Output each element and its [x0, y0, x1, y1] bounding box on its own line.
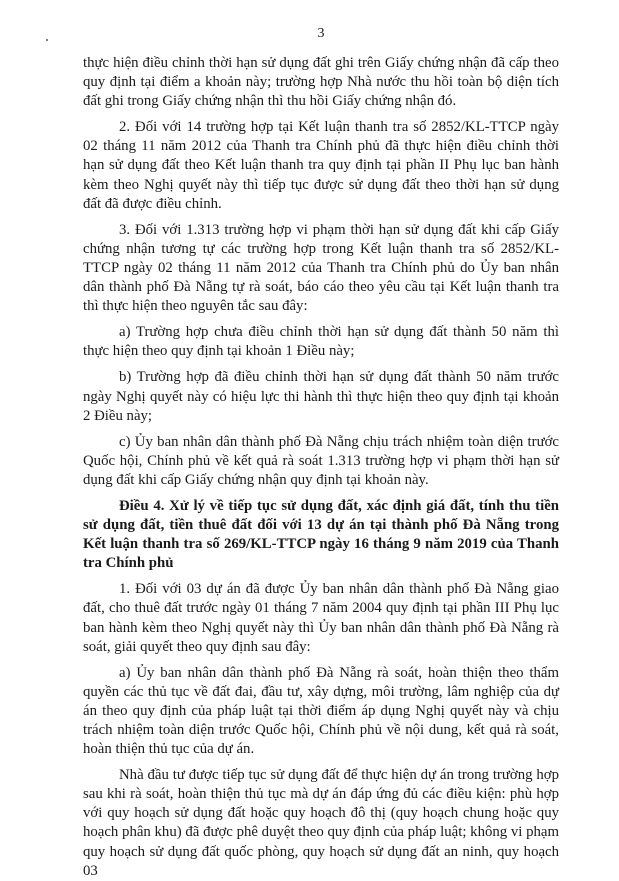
page-number: 3 — [317, 26, 325, 41]
paragraph: c) Ủy ban nhân dân thành phố Đà Nẵng chịu trách nhiệm toàn diện trước Quốc hội, Chính phủ về kết quả rà soát 1.313 trường hợp vi phạm thời hạn sử dụng đất khi cấp Giấy chứng nhận quy định tại khoản này. — [83, 433, 559, 488]
paragraph: thực hiện điều chỉnh thời hạn sử dụng đất ghi trên Giấy chứng nhận đã cấp theo quy định tại điểm a khoản này; trường hợp Nhà nước thu hồi toàn bộ diện tích đất ghi trong Giấy chứng nhận thì thu hồi Giấy chứng nhận đó. — [83, 55, 559, 110]
paragraph: a) Ủy ban nhân dân thành phố Đà Nẵng rà soát, hoàn thiện theo thẩm quyền các thủ tục về đất đai, đầu tư, xây dựng, môi trường, lâm nghiệp của dự án theo quy định của pháp luật tại thời điểm áp dụng Nghị quyết này và chịu trách nhiệm toàn diện trước Quốc hội, Chính phủ về nội dung, kết quả rà soát, hoàn thiện thủ tục của dự án. — [83, 664, 559, 758]
paragraph: 1. Đối với 03 dự án đã được Ủy ban nhân dân thành phố Đà Nẵng giao đất, cho thuê đất trước ngày 01 tháng 7 năm 2004 quy định tại phần III Phụ lục ban hành kèm theo Nghị quyết này thì Ủy ban nhân dân thành phố Đà Nẵng rà soát, giải quyết theo quy định sau đây: — [83, 581, 559, 655]
scan-dot — [46, 39, 48, 41]
article-heading: Điều 4. Xử lý về tiếp tục sử dụng đất, xác định giá đất, tính thu tiền sử dụng đất, tiền thuê đất đối với 13 dự án tại thành phố Đà Nẵng trong Kết luận thanh tra số 269/KL-TTCP ngày 16 tháng 9 năm 2019 của Thanh tra Chính phủ — [83, 497, 559, 572]
paragraph: 2. Đối với 14 trường hợp tại Kết luận thanh tra số 2852/KL-TTCP ngày 02 tháng 11 năm 2012 của Thanh tra Chính phủ đã thực hiện điều chỉnh thời hạn sử dụng đất theo Kết luận thanh tra quy định tại phần II Phụ lục ban hành kèm theo Nghị quyết này thì tiếp tục được sử dụng đất theo thời hạn sử dụng đất đã được điều chỉnh. — [83, 119, 559, 212]
paragraph: a) Trường hợp chưa điều chỉnh thời hạn sử dụng đất thành 50 năm thì thực hiện theo quy định tại khoản 1 Điều này; — [83, 324, 559, 360]
paragraph: 3. Đối với 1.313 trường hợp vi phạm thời hạn sử dụng đất khi cấp Giấy chứng nhận tương tự các trường hợp trong Kết luận thanh tra số 2852/KL-TTCP ngày 02 tháng 11 năm 2012 của Thanh tra Chính phủ do Ủy ban nhân dân thành phố Đà Nẵng tự rà soát, báo cáo theo yêu cầu tại Kết luận thanh tra thì thực hiện theo nguyên tắc sau đây: — [83, 221, 559, 315]
paragraph: Nhà đầu tư được tiếp tục sử dụng đất để thực hiện dự án trong trường hợp sau khi rà soát, hoàn thiện thủ tục mà dự án đáp ứng đủ các điều kiện: phù hợp với quy hoạch sử dụng đất hoặc quy hoạch đô thị (quy hoạch chung hoặc quy hoạch phân khu) đã được phê duyệt theo quy định của pháp luật; không vi phạm quy hoạch sử dụng đất quốc phòng, quy hoạch sử dụng đất an ninh, quy hoạch 03 — [83, 767, 559, 879]
paragraph: b) Trường hợp đã điều chỉnh thời hạn sử dụng đất thành 50 năm trước ngày Nghị quyết này có hiệu lực thi hành thì thực hiện theo quy định tại khoản 2 Điều này; — [83, 369, 559, 424]
